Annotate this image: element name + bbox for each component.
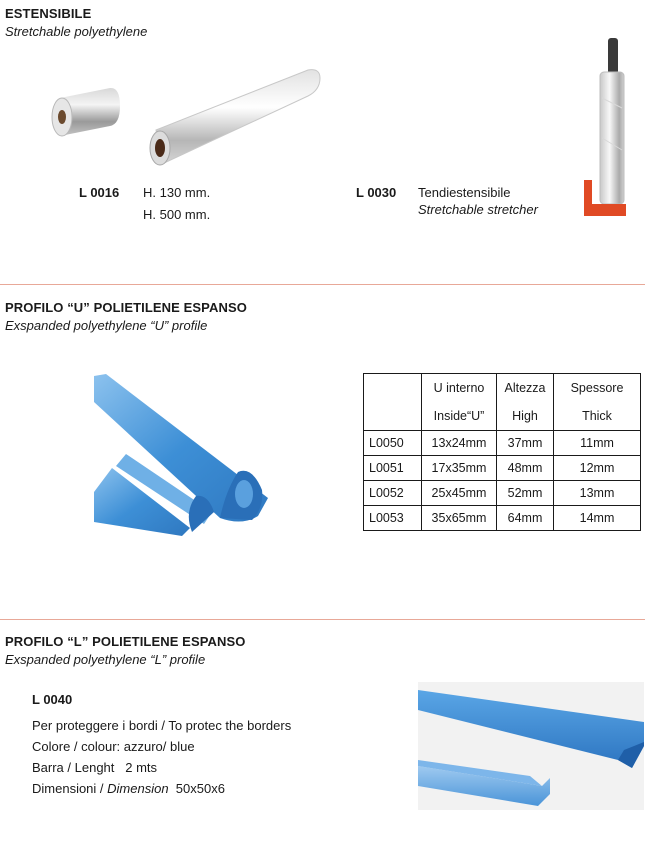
section-divider-1 xyxy=(0,284,645,285)
table-cell: 12mm xyxy=(554,456,641,481)
u-profile-foam-image xyxy=(92,372,270,538)
table-header-cell: Altezza High xyxy=(497,374,554,431)
section2-title: PROFILO “U” POLIETILENE ESPANSO xyxy=(5,300,247,315)
table-row xyxy=(364,431,641,456)
table-cell: 14mm xyxy=(554,506,641,531)
item-name-en: Stretchable stretcher xyxy=(418,202,538,217)
table-row xyxy=(364,456,641,481)
table-cell: 11mm xyxy=(554,431,641,456)
table-row xyxy=(364,481,641,506)
section1-title: ESTENSIBILE xyxy=(5,6,92,21)
table-cell: 64mm xyxy=(497,506,554,531)
u-profile-spec-table xyxy=(363,373,641,531)
section3-title: PROFILO “L” POLIETILENE ESPANSO xyxy=(5,634,246,649)
item-code-l0030: L 0030 xyxy=(356,185,397,200)
table-header-cell xyxy=(364,374,422,431)
description-line: Per proteggere i bordi / To protec the borders xyxy=(32,718,292,733)
item-code-l0040: L 0040 xyxy=(32,692,73,707)
table-cell: 25x45mm xyxy=(422,481,497,506)
table-header-cell: U interno Inside“U” xyxy=(422,374,497,431)
item-name-tendiestensibile: Tendiestensibile xyxy=(418,185,511,200)
small-film-roll-image xyxy=(48,84,124,140)
l-profile-foam-image xyxy=(418,682,644,810)
table-cell: 35x65mm xyxy=(422,506,497,531)
section-divider-2 xyxy=(0,619,645,620)
table-row xyxy=(364,506,641,531)
description-line: Barra / Lenght 2 mts xyxy=(32,760,158,775)
l-profile-description xyxy=(32,715,291,799)
film-stretcher-tool-image xyxy=(580,38,630,220)
table-cell: L0053 xyxy=(364,506,422,531)
table-cell: L0050 xyxy=(364,431,422,456)
table-cell: 37mm xyxy=(497,431,554,456)
table-cell: 13x24mm xyxy=(422,431,497,456)
item-size-500: H. 500 mm. xyxy=(143,207,211,222)
dimension-line: Dimensioni / Dimension 50x50x6 xyxy=(32,781,225,796)
table-cell: L0052 xyxy=(364,481,422,506)
table-cell: 13mm xyxy=(554,481,641,506)
item-code-l0016: L 0016 xyxy=(79,185,120,200)
section1-subtitle: Stretchable polyethylene xyxy=(5,24,148,39)
table-header-cell: Spessore Thick xyxy=(554,374,641,431)
section3-subtitle: Exspanded polyethylene “L” profile xyxy=(5,652,206,667)
description-line: Colore / colour: azzuro/ blue xyxy=(32,739,195,754)
table-cell: 52mm xyxy=(497,481,554,506)
section2-subtitle: Exspanded polyethylene “U” profile xyxy=(5,318,208,333)
item-size-130: H. 130 mm. xyxy=(143,185,211,200)
table-header-row xyxy=(364,374,641,431)
table-cell: 48mm xyxy=(497,456,554,481)
table-cell: L0051 xyxy=(364,456,422,481)
table-cell: 17x35mm xyxy=(422,456,497,481)
large-film-roll-image xyxy=(148,64,324,168)
